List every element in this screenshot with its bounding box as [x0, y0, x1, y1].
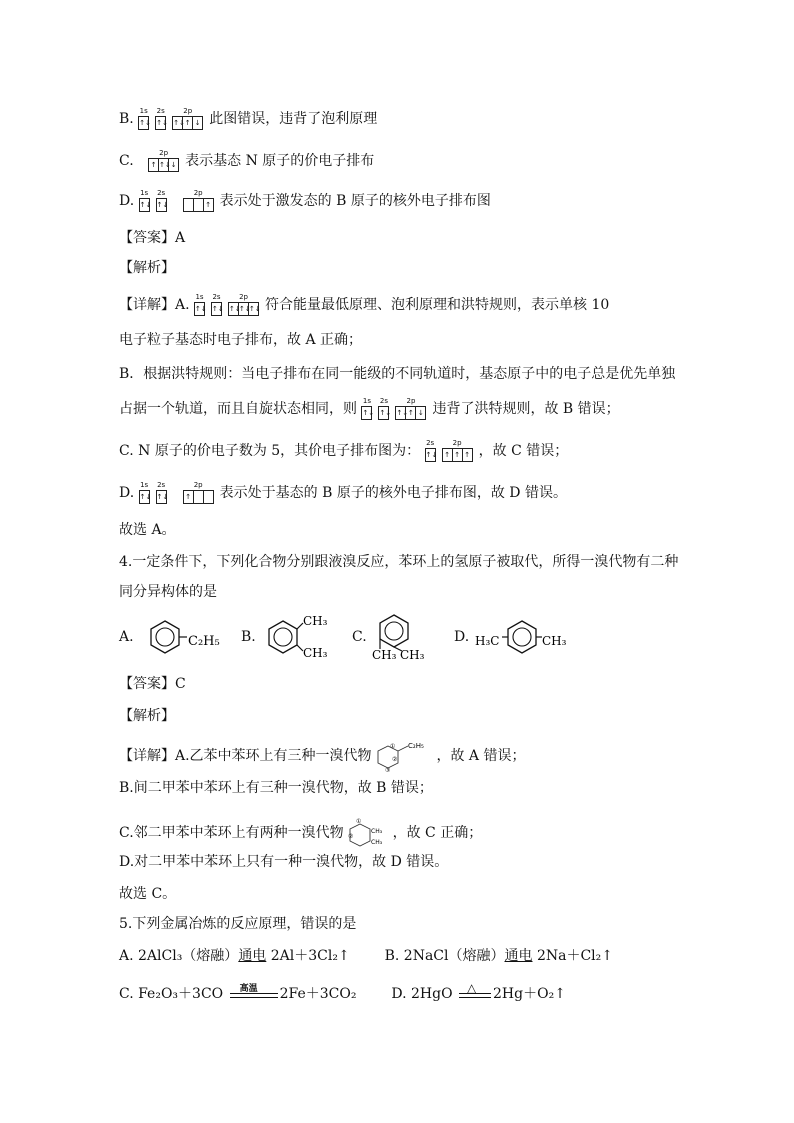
ch3-bottom-label: CH₃ [303, 646, 328, 660]
reaction-c: C. Fe₂O₃＋3CO [119, 986, 228, 1002]
svg-text:C₂H₅: C₂H₅ [408, 742, 424, 750]
explain-b-line2 [119, 398, 620, 420]
text: ，故 A 错误； [436, 748, 526, 764]
analysis-label-2: 【解析】 [119, 708, 175, 724]
orbital-diagram: 2p ↑ ↑↓ ↓ [148, 150, 185, 172]
c2h5-label: C₂H₅ [188, 634, 220, 649]
explain-d-line [119, 482, 567, 504]
label: D. [119, 193, 135, 209]
h3c-label: H₃C [475, 634, 500, 648]
ethylbenzene-structure [141, 615, 221, 661]
explain-a-line [119, 294, 609, 316]
reaction-a-products: 2Al＋3Cl₂↑ [266, 948, 350, 964]
m-xylene-structure [261, 611, 341, 661]
option-c-label: C. [352, 629, 367, 645]
answer-label: 【答案】A [119, 230, 186, 246]
text: 违背了洪特规则，故 B 错误； [432, 401, 620, 417]
text: 符合能量最低原理、泡利原理和洪特规则，表示单核 10 [265, 297, 610, 313]
text: 表示基态 N 原子的价电子排布 [185, 153, 375, 169]
ch3-right-label: CH₃ [400, 648, 425, 661]
orbital-diagram: 1s ↑↓ 2s ↑↓ 2p ↑↓ ↑ ↓ [361, 398, 432, 420]
ch3-left-label: CH₃ [372, 648, 397, 661]
question-4: 4.一定条件下，下列化合物分别跟液溴反应，苯环上的氢原子被取代，所得一溴代物有二种 [119, 554, 679, 570]
p-xylene-structure [475, 615, 575, 659]
explain-4c-line [119, 816, 482, 850]
label: B. [119, 111, 134, 127]
choose-a: 故选 A。 [119, 522, 176, 538]
reaction-row-2 [119, 981, 566, 1004]
text: ，故 C 正确； [392, 825, 483, 841]
text: 表示处于基态的 B 原子的核外电子排布图，故 D 错误。 [219, 485, 567, 501]
orbital-diagram: 1s ↑↓ 2s ↑↓ 2p ↑ [139, 482, 220, 504]
text: 【详解】A.乙苯中苯环上有三种一溴代物 [119, 748, 372, 764]
orbital-diagram: 1s ↑↓ 2s ↑↓ 2p ↑↓ ↑ ↓ [138, 108, 209, 130]
condition-heat: △ [467, 981, 477, 995]
text: 此图错误，违背了泡利原理 [209, 111, 378, 127]
reaction-b-products: 2Na＋Cl₂↑ [532, 948, 613, 964]
text: C.邻二甲苯中苯环上有两种一溴代物 [119, 825, 344, 841]
reaction-b: B. 2NaCl（熔融） [384, 948, 505, 964]
orbital-diagram: 1s ↑↓ 2s ↑↓ 2p ↑↓ ↑↓ ↑↓ [194, 294, 265, 316]
svg-text:①: ① [356, 818, 362, 825]
option-b-line [119, 108, 377, 130]
ethylbenzene-positions-structure [376, 740, 432, 772]
choose-c: 故选 C。 [119, 886, 177, 902]
ch3-label: CH₃ [542, 634, 567, 648]
answer-label-2: 【答案】C [119, 676, 186, 692]
label: C. [119, 153, 134, 169]
condition-electrolysis: 通电 [238, 948, 267, 964]
equals-arrow [228, 985, 280, 1003]
analysis-label: 【解析】 [119, 260, 175, 276]
explain-a-line2: 电子粒子基态时电子排布，故 A 正确； [119, 332, 363, 348]
option-c-line [119, 150, 374, 172]
reaction-c-products: 2Fe＋3CO₂ [279, 986, 357, 1002]
reaction-a: A. 2AlCl₃（熔融） [119, 948, 239, 964]
orbital-diagram: 2s ↑↓ 2p ↑ ↑ ↑ [425, 440, 479, 462]
svg-text:③: ③ [385, 767, 391, 772]
text: C. N 原子的价电子数为 5，其价电子排布图为： [119, 443, 421, 459]
explain-4b-line: B.间二甲苯中苯环上有三种一溴代物，故 B 错误； [119, 780, 433, 796]
question-4-cont: 同分异构体的是 [119, 584, 217, 600]
option-b-label: B. [241, 629, 256, 645]
reaction-d: D. 2HgO [391, 986, 458, 1002]
ch3-top-label: CH₃ [303, 614, 328, 628]
svg-text:CH₃: CH₃ [371, 828, 383, 835]
reaction-row-1 [119, 946, 613, 966]
explain-4a-line [119, 740, 525, 772]
svg-text:②: ② [392, 756, 398, 763]
text: 占据一个轨道，而且自旋状态相同，则 [119, 401, 357, 417]
svg-text:CH₃: CH₃ [371, 839, 383, 846]
explain-c-line [119, 440, 568, 462]
text: D. [119, 485, 135, 501]
reaction-d-products: 2Hg＋O₂↑ [493, 986, 566, 1002]
svg-text:②: ② [348, 833, 354, 840]
o-xylene-structure [372, 609, 442, 661]
text: 【详解】A. [119, 297, 190, 313]
o-xylene-positions-structure [348, 816, 388, 850]
explain-b-line: B．根据洪特规则：当电子排布在同一能级的不同轨道时，基态原子中的电子总是优先单独 [119, 366, 676, 382]
condition-electrolysis: 通电 [504, 948, 533, 964]
equals-arrow [457, 981, 493, 1003]
option-d-line [119, 190, 491, 212]
orbital-diagram: 1s ↑↓ 2s ↑↓ 2p ↑ [139, 190, 220, 212]
text: ，故 C 错误； [478, 443, 569, 459]
svg-text:①: ① [390, 743, 396, 750]
option-a-label: A. [119, 629, 134, 645]
text: 表示处于激发态的 B 原子的核外电子排布图 [219, 193, 491, 209]
option-d-label: D. [454, 629, 470, 645]
question-5: 5.下列金属冶炼的反应原理，错误的是 [119, 916, 357, 932]
explain-4d-line: D.对二甲苯中苯环上只有一种一溴代物，故 D 错误。 [119, 854, 449, 870]
condition-high-temp: 高温 [239, 984, 258, 994]
